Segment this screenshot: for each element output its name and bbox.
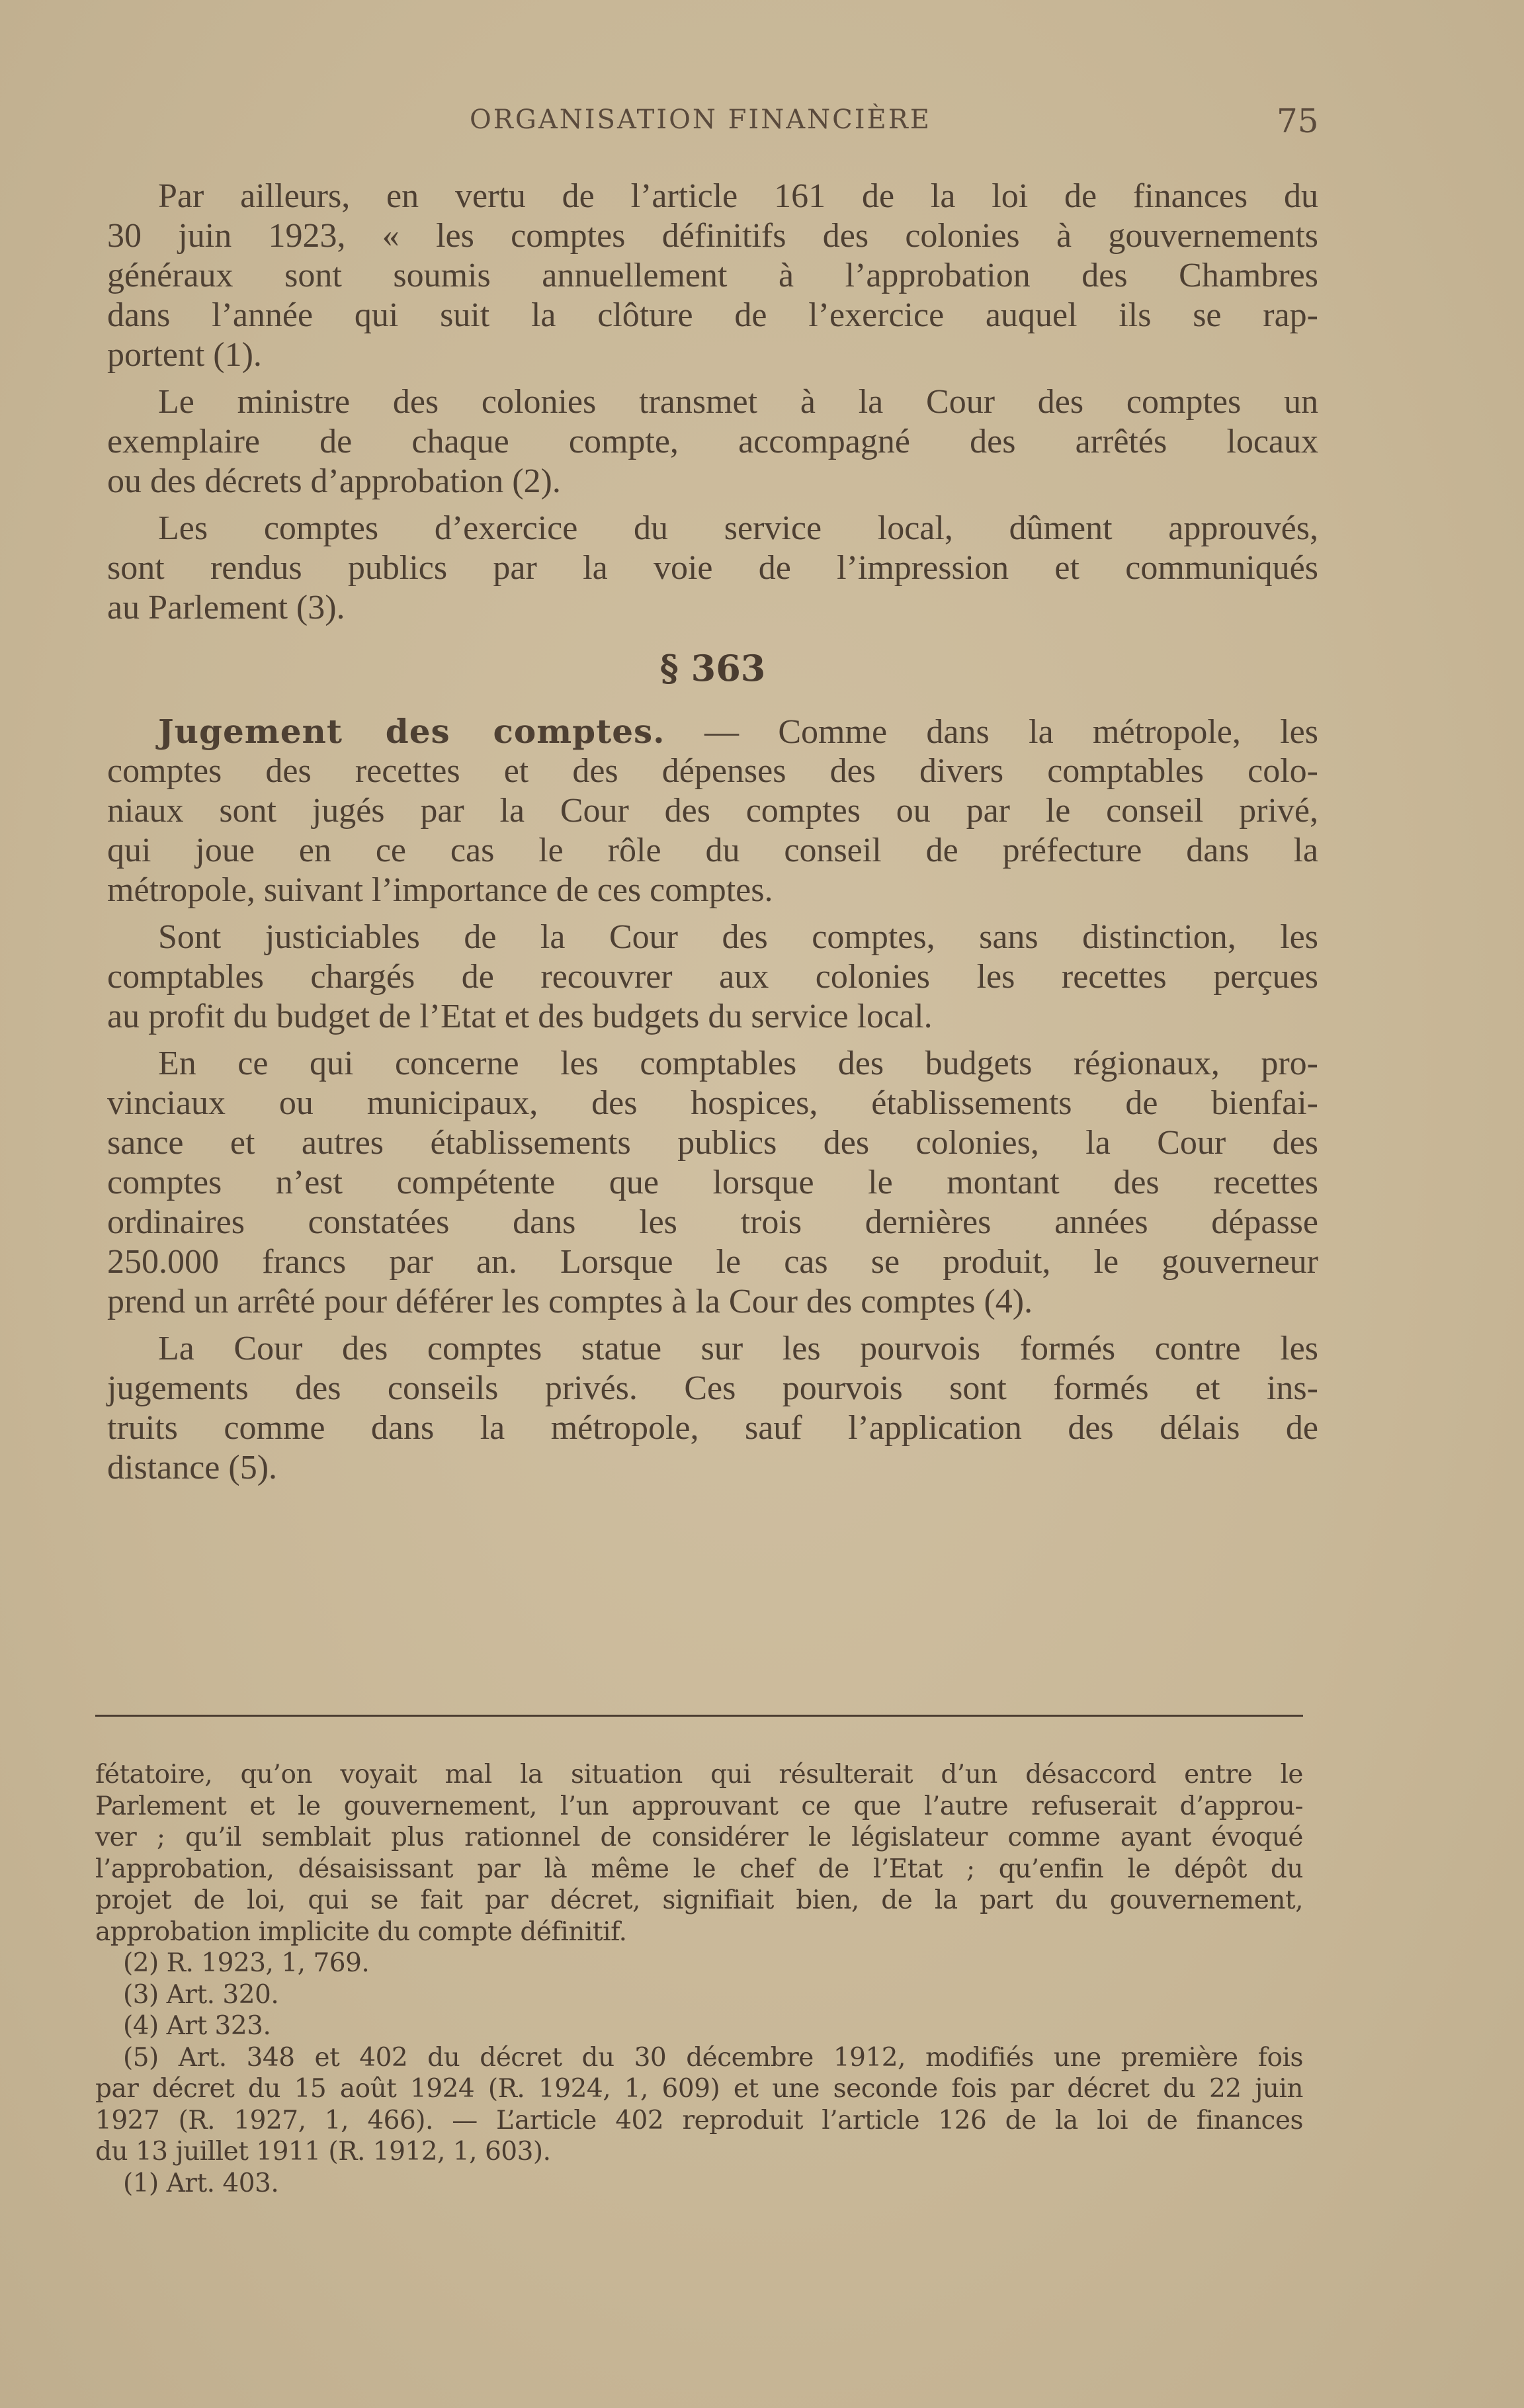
footnote [95, 2042, 1303, 2168]
text-line: 30 juin 1923, « les comptes définitifs des colonies à gouvernements [107, 217, 1318, 255]
section-heading-continuation: — Comme dans la métropole, les [665, 713, 1318, 751]
text-line: portent (1). [107, 336, 262, 374]
text-line: En ce qui concerne les comptables des budgets régionaux, pro- [158, 1045, 1318, 1082]
text-line: Par ailleurs, en vertu de l’article 161 de la loi de finances du [158, 177, 1318, 215]
section-number: § 363 [659, 647, 766, 689]
text-line: au Parlement (3). [107, 589, 345, 626]
paragraph [107, 712, 1318, 910]
text-line: au profit du budget de l’Etat et des budgets du service local. [107, 998, 933, 1035]
text-line: dans l’année qui suit la clôture de l’exercice auquel ils se rap- [107, 296, 1318, 334]
section-heading: Jugement des comptes. [158, 712, 665, 751]
footnote-line: (5) Art. 348 et 402 du décret du 30 décembre 1912, modifiés une première fois [123, 2042, 1303, 2073]
text-line: ordinaires constatées dans les trois dernières années dépasse [107, 1203, 1318, 1241]
text-line: comptes des recettes et des dépenses des divers comptables colo- [107, 752, 1318, 790]
footnote-divider [95, 1715, 1303, 1717]
text-line: La Cour des comptes statue sur les pourvois formés contre les [158, 1330, 1318, 1367]
footnote-line: du 13 juillet 1911 (R. 1912, 1, 603). [95, 2137, 551, 2167]
text-line: qui joue en ce cas le rôle du conseil de préfecture dans la [107, 832, 1318, 869]
paragraph-continuation [107, 752, 1318, 910]
footnote [95, 2168, 1303, 2200]
text-line: Le ministre des colonies transmet à la Cour des comptes un [158, 383, 1318, 421]
paragraph-line [107, 712, 1318, 752]
footnote-line: (2) R. 1923, 1, 769. [123, 1948, 370, 1978]
text-line: Sont justiciables de la Cour des comptes, sans distinction, les [158, 918, 1318, 956]
footnote [95, 1759, 1303, 1948]
page-number: 75 [1277, 102, 1319, 140]
footnote-line: par décret du 15 août 1924 (R. 1924, 1, 609) et une seconde fois par décret du 22 juin [95, 2074, 1303, 2104]
paragraph [107, 918, 1318, 1037]
running-title: ORGANISATION FINANCIÈRE [470, 105, 932, 135]
text-line: niaux sont jugés par la Cour des comptes ou par le conseil privé, [107, 792, 1318, 830]
footnote-line: Parlement et le gouvernement, l’un approuvant ce que l’autre refuserait d’approu- [95, 1791, 1303, 1821]
body-text [107, 177, 1318, 1495]
paragraph [107, 382, 1318, 501]
text-line: sance et autres établissements publics des colonies, la Cour des [107, 1124, 1318, 1162]
footnote-line: fétatoire, qu’on voyait mal la situation qui résulterait d’un désaccord entre le [95, 1760, 1303, 1789]
text-line: truits comme dans la métropole, sauf l’application des délais de [107, 1409, 1318, 1447]
text-line: 250.000 francs par an. Lorsque le cas se produit, le gouverneur [107, 1243, 1318, 1281]
text-line: généraux sont soumis annuellement à l’approbation des Chambres [107, 257, 1318, 294]
footnote-line: (1) Art. 403. [123, 2168, 279, 2198]
text-line: Les comptes d’exercice du service local, dûment approuvés, [158, 509, 1318, 547]
text-line: exemplaire de chaque compte, accompagné des arrêtés locaux [107, 423, 1318, 460]
paragraphs-before-section [107, 177, 1318, 628]
footnote-line: projet de loi, qui se fait par décret, signifiait bien, de la part du gouvernement, [95, 1885, 1303, 1915]
footnote-line: l’approbation, désaisissant par là même le chef de l’Etat ; qu’enfin le dépôt du [95, 1854, 1303, 1884]
footnote [95, 1948, 1303, 1979]
footnotes [95, 1759, 1303, 2199]
text-line: comptables chargés de recouvrer aux colonies les recettes perçues [107, 958, 1318, 996]
text-line: ou des décrets d’approbation (2). [107, 462, 561, 500]
text-line: prend un arrêté pour déférer les comptes à la Cour des comptes (4). [107, 1283, 1033, 1320]
text-line: métropole, suivant l’importance de ces comptes. [107, 871, 773, 909]
paragraph [107, 1329, 1318, 1488]
paragraphs-after-section [107, 918, 1318, 1488]
paragraph [107, 177, 1318, 375]
footnote-line: (4) Art 323. [123, 2011, 271, 2041]
footnote-line: 1927 (R. 1927, 1, 466). — L’article 402 reproduit l’article 126 de la loi de finances [95, 2105, 1303, 2135]
text-line: comptes n’est compétente que lorsque le montant des recettes [107, 1164, 1318, 1201]
text-line: distance (5). [107, 1449, 278, 1486]
footnote-line: approbation implicite du compte définitif. [95, 1916, 627, 1947]
page-header [0, 99, 1524, 146]
footnote-line: ver ; qu’il semblait plus rationnel de considérer le législateur comme ayant évoqué [95, 1823, 1303, 1852]
text-line: vinciaux ou municipaux, des hospices, établissements de bienfai- [107, 1084, 1318, 1122]
footnote [95, 1979, 1303, 2011]
paragraph [107, 509, 1318, 628]
text-line: jugements des conseils privés. Ces pourvois sont formés et ins- [107, 1369, 1318, 1407]
footnote-line: (3) Art. 320. [123, 1979, 279, 2010]
paragraph [107, 1044, 1318, 1322]
text-line: sont rendus publics par la voie de l’impression et communiqués [107, 549, 1318, 587]
footnote [95, 2010, 1303, 2042]
